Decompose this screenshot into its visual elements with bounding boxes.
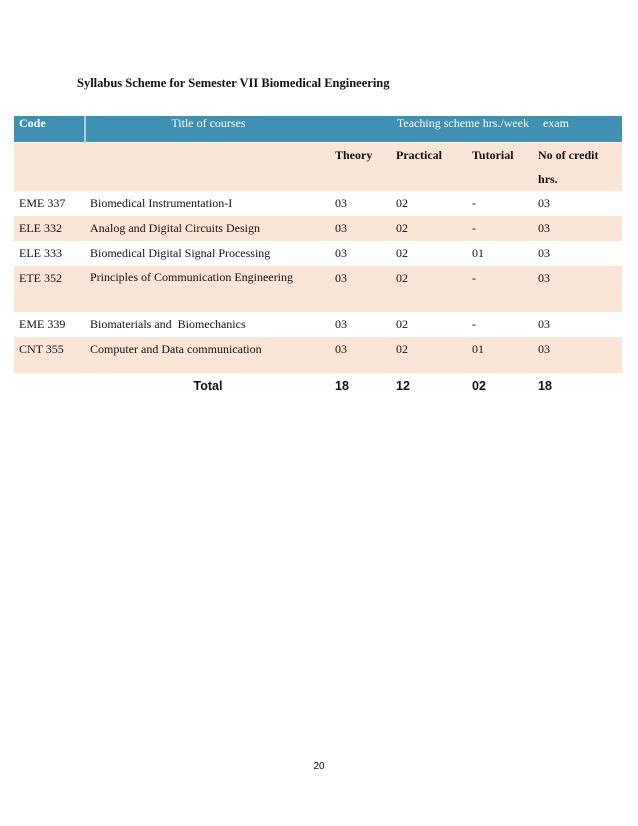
course-tutorial: - xyxy=(467,266,533,312)
table-row xyxy=(14,191,622,216)
course-credit: 03 xyxy=(538,246,551,260)
course-tutorial: 01 xyxy=(467,337,533,362)
course-title: Biomedical Instrumentation-I xyxy=(90,196,233,210)
course-credit: 03 xyxy=(538,196,551,210)
course-code: EME 339 xyxy=(19,317,66,331)
course-theory: 03 xyxy=(335,246,347,260)
table-row xyxy=(14,241,622,266)
course-credit: 03 xyxy=(533,337,622,362)
course-practical: 02 xyxy=(396,317,408,331)
spacer-row xyxy=(14,362,622,373)
course-code: ELE 332 xyxy=(14,216,85,241)
subheader-practical: Practical xyxy=(391,143,467,192)
course-theory: 03 xyxy=(335,317,347,331)
header-row xyxy=(14,116,622,143)
course-tutorial: - xyxy=(467,216,533,241)
header-exam: exam xyxy=(533,116,622,143)
table-row xyxy=(14,266,622,312)
syllabus-table xyxy=(14,116,622,400)
total-blank xyxy=(14,373,85,400)
total-credit: 18 xyxy=(538,379,552,393)
course-title: Biomaterials and Biomechanics xyxy=(90,317,246,331)
course-title: Biomedical Digital Signal Processing xyxy=(90,246,271,260)
document-title: Syllabus Scheme for Semester VII Biomedical Engineering xyxy=(77,76,390,90)
total-theory: 18 xyxy=(335,379,349,393)
course-practical: 02 xyxy=(396,246,408,260)
course-code: ELE 333 xyxy=(19,246,62,260)
page-number: 20 xyxy=(313,761,325,772)
subheader-row xyxy=(14,143,622,192)
header-code: Code xyxy=(14,116,85,143)
course-title: Computer and Data communication xyxy=(85,337,330,362)
total-row xyxy=(14,373,622,400)
total-label: Total xyxy=(193,379,223,393)
course-theory: 03 xyxy=(330,337,391,362)
course-credit: 03 xyxy=(538,317,551,331)
course-tutorial: 01 xyxy=(472,246,484,260)
course-credit: 03 xyxy=(533,216,622,241)
course-theory: 03 xyxy=(335,196,347,210)
subheader-blank xyxy=(14,143,85,192)
header-teaching-scheme: Teaching scheme hrs./week xyxy=(330,116,533,143)
course-tutorial: - xyxy=(472,196,476,210)
subheader-credit-hours: No of credit hrs. xyxy=(533,143,622,192)
table-row xyxy=(14,312,622,337)
course-title: Principles of Communication Engineering xyxy=(85,266,330,312)
course-code: CNT 355 xyxy=(14,337,85,362)
course-theory: 03 xyxy=(330,216,391,241)
course-theory: 03 xyxy=(330,266,391,312)
course-credit: 03 xyxy=(533,266,622,312)
subheader-tutorial: Tutorial xyxy=(467,143,533,192)
course-practical: 02 xyxy=(391,266,467,312)
total-practical: 12 xyxy=(396,379,410,393)
table-row xyxy=(14,337,622,362)
table-row xyxy=(14,216,622,241)
course-practical: 02 xyxy=(391,216,467,241)
course-code: EME 337 xyxy=(19,196,66,210)
course-code: ETE 352 xyxy=(14,266,85,312)
course-title: Analog and Digital Circuits Design xyxy=(85,216,330,241)
subheader-theory: Theory xyxy=(330,143,391,192)
subheader-blank xyxy=(85,143,330,192)
course-practical: 02 xyxy=(396,196,408,210)
course-practical: 02 xyxy=(391,337,467,362)
header-title-of-courses: Title of courses xyxy=(85,116,330,143)
course-tutorial: - xyxy=(472,317,476,331)
total-tutorial: 02 xyxy=(472,379,486,393)
